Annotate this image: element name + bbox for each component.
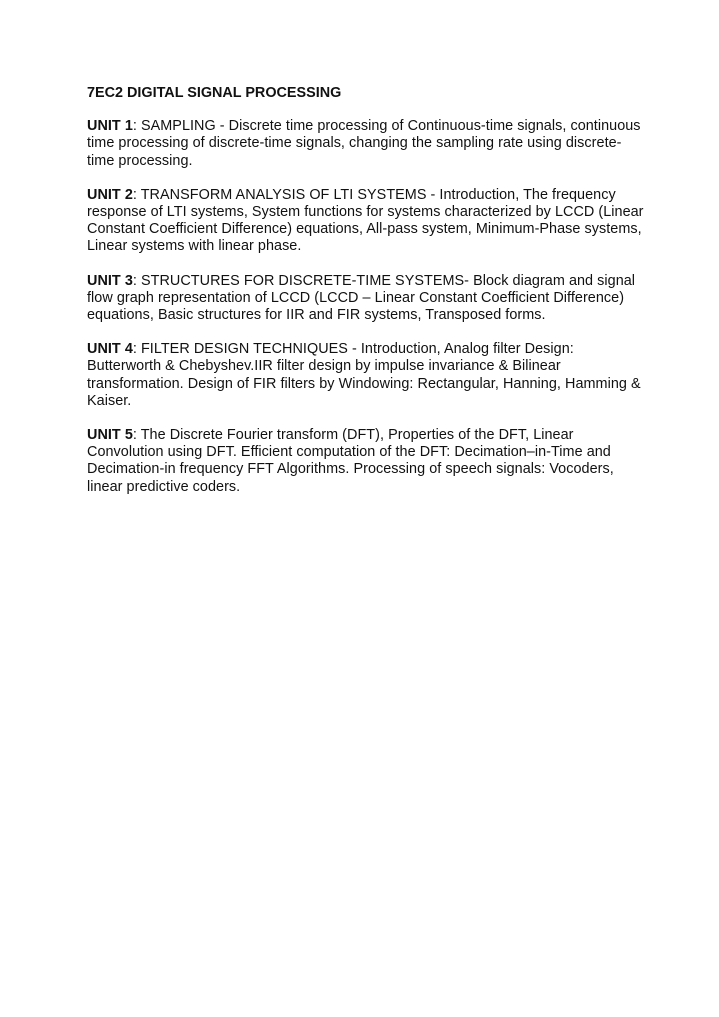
unit-5-label: UNIT 5 bbox=[87, 427, 133, 444]
document-title: 7EC2 DIGITAL SIGNAL PROCESSING bbox=[87, 85, 342, 101]
unit-1-paragraph bbox=[87, 118, 647, 170]
unit-2-description: : TRANSFORM ANALYSIS OF LTI SYSTEMS - Introduction, The frequency response of LTI systems, System functions for systems characterized by LCCD (Linear Constant Coefficient Difference) equations, All-pass system, Minimum-Phase systems, Linear systems with linear phase. bbox=[87, 186, 644, 255]
unit-4-label: UNIT 4 bbox=[87, 341, 133, 358]
syllabus-content bbox=[87, 85, 647, 513]
unit-3-label: UNIT 3 bbox=[87, 272, 133, 289]
unit-1-description: : SAMPLING - Discrete time processing of Continuous-time signals, continuous time processing of discrete-time signals, changing the sampling rate using discrete-time processing. bbox=[87, 118, 641, 169]
unit-5-description: : The Discrete Fourier transform (DFT), Properties of the DFT, Linear Convolution using DFT. Efficient computation of the DFT: Decimation–in-Time and Decimation-in frequency FFT Algorithms. Processing of speech signals: Vocoders, linear predictive coders. bbox=[87, 427, 614, 495]
unit-3-paragraph bbox=[87, 273, 647, 325]
unit-5-paragraph bbox=[87, 427, 647, 496]
unit-1-label: UNIT 1 bbox=[87, 118, 133, 135]
unit-4-paragraph bbox=[87, 341, 647, 410]
unit-3-description: : STRUCTURES FOR DISCRETE-TIME SYSTEMS- Block diagram and signal flow graph representation of LCCD (LCCD – Linear Constant Coefficient Difference) equations, Basic structures for IIR and FIR systems, Transposed forms. bbox=[87, 272, 636, 324]
unit-2-paragraph bbox=[87, 187, 647, 256]
unit-2-label: UNIT 2 bbox=[87, 186, 133, 203]
unit-4-description: : FILTER DESIGN TECHNIQUES - Introduction, Analog filter Design: Butterworth & Chebyshev.IIR filter design by impulse invariance & Bilinear transformation. Design of FIR filters by Windowing: Rectangular, Hanning, Hamming & Kaiser. bbox=[87, 341, 641, 409]
